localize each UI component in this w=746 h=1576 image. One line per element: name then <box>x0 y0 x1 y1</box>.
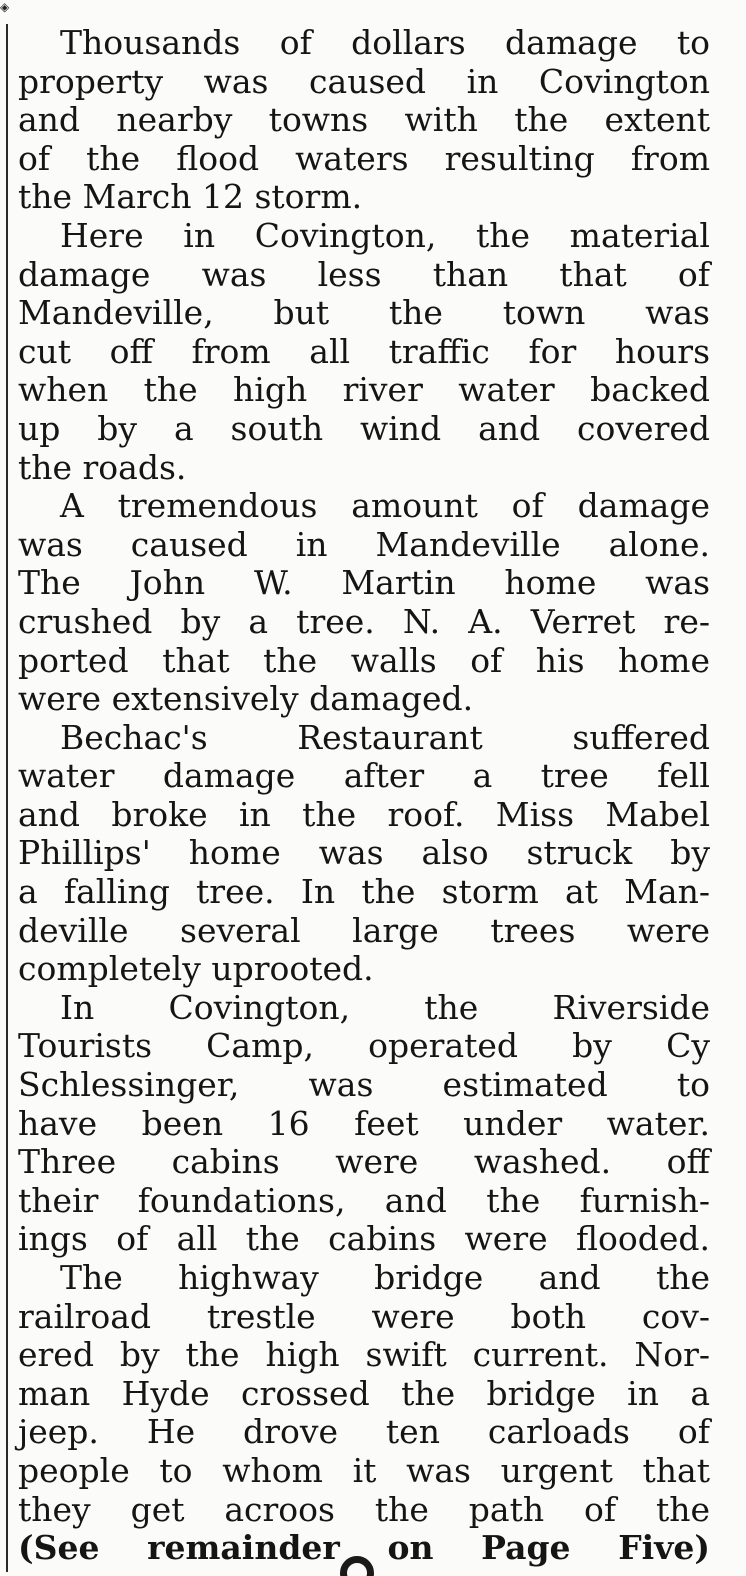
text-line: they get acroos the path of the <box>18 1489 710 1529</box>
text-line: In Covington, the Riverside <box>60 987 710 1027</box>
text-line: up by a south wind and covered <box>18 408 710 448</box>
paragraph-4 <box>18 719 710 989</box>
text-line: people to whom it was urgent that <box>18 1450 710 1490</box>
text-line: Thousands of dollars damage to <box>60 23 710 62</box>
text-line: completely uprooted. <box>18 949 374 989</box>
text-line: Here in Covington, the material <box>60 215 710 255</box>
text-line: The John W. Martin home was <box>18 563 710 603</box>
page-fragment-mark <box>340 1556 374 1576</box>
text-line: when the high river water backed <box>18 370 710 410</box>
text-line: and broke in the roof. Miss Mabel <box>18 794 710 834</box>
text-line: deville several large trees were <box>18 910 710 950</box>
paragraph-6 <box>18 1259 710 1529</box>
corner-mark-icon: ◈ <box>0 0 10 14</box>
paragraph-1 <box>18 24 710 217</box>
paragraph-2 <box>18 217 710 487</box>
text-line: the roads. <box>18 447 187 487</box>
text-line: and nearby towns with the extent <box>18 100 710 140</box>
text-line: cut off from all traffic for hours <box>18 331 710 371</box>
text-line: crushed by a tree. N. A. Verret re- <box>18 601 710 641</box>
text-line: damage was less than that of <box>18 254 710 294</box>
text-line: water damage after a tree fell <box>18 756 710 796</box>
text-line: of the flood waters resulting from <box>18 138 710 178</box>
text-line: a falling tree. In the storm at Man- <box>18 872 710 912</box>
text-line: jeep. He drove ten carloads of <box>18 1412 710 1452</box>
text-line: ported that the walls of his home <box>18 640 710 680</box>
text-line: Three cabins were washed. off <box>18 1142 710 1182</box>
text-line: ings of all the cabins were flooded. <box>18 1219 710 1259</box>
text-line: Schlessinger, was estimated to <box>18 1065 710 1105</box>
text-line: property was caused in Covington <box>18 61 710 101</box>
text-line: Phillips' home was also struck by <box>18 833 710 873</box>
column-rule <box>6 24 8 1572</box>
text-line: railroad trestle were both cov- <box>18 1296 710 1336</box>
text-line: The highway bridge and the <box>60 1258 710 1297</box>
text-line: the March 12 storm. <box>18 177 363 217</box>
text-line: their foundations, and the furnish- <box>18 1180 710 1220</box>
article-column <box>18 24 710 1568</box>
text-line: was caused in Mandeville alone. <box>18 524 710 564</box>
text-line: Bechac's Restaurant suffered <box>60 717 710 757</box>
text-line: A tremendous amount of damage <box>60 486 710 526</box>
paragraph-5 <box>18 989 710 1259</box>
text-line: were extensively damaged. <box>18 679 474 719</box>
paragraph-3 <box>18 487 710 719</box>
text-line: Mandeville, but the town was <box>18 293 710 333</box>
continuation-note: (See remainder on Page Five) <box>18 1528 710 1568</box>
text-line: man Hyde crossed the bridge in a <box>18 1373 710 1413</box>
text-line: Tourists Camp, operated by Cy <box>18 1026 710 1066</box>
text-line: have been 16 feet under water. <box>18 1103 710 1143</box>
text-line: ered by the high swift current. Nor- <box>18 1335 710 1375</box>
